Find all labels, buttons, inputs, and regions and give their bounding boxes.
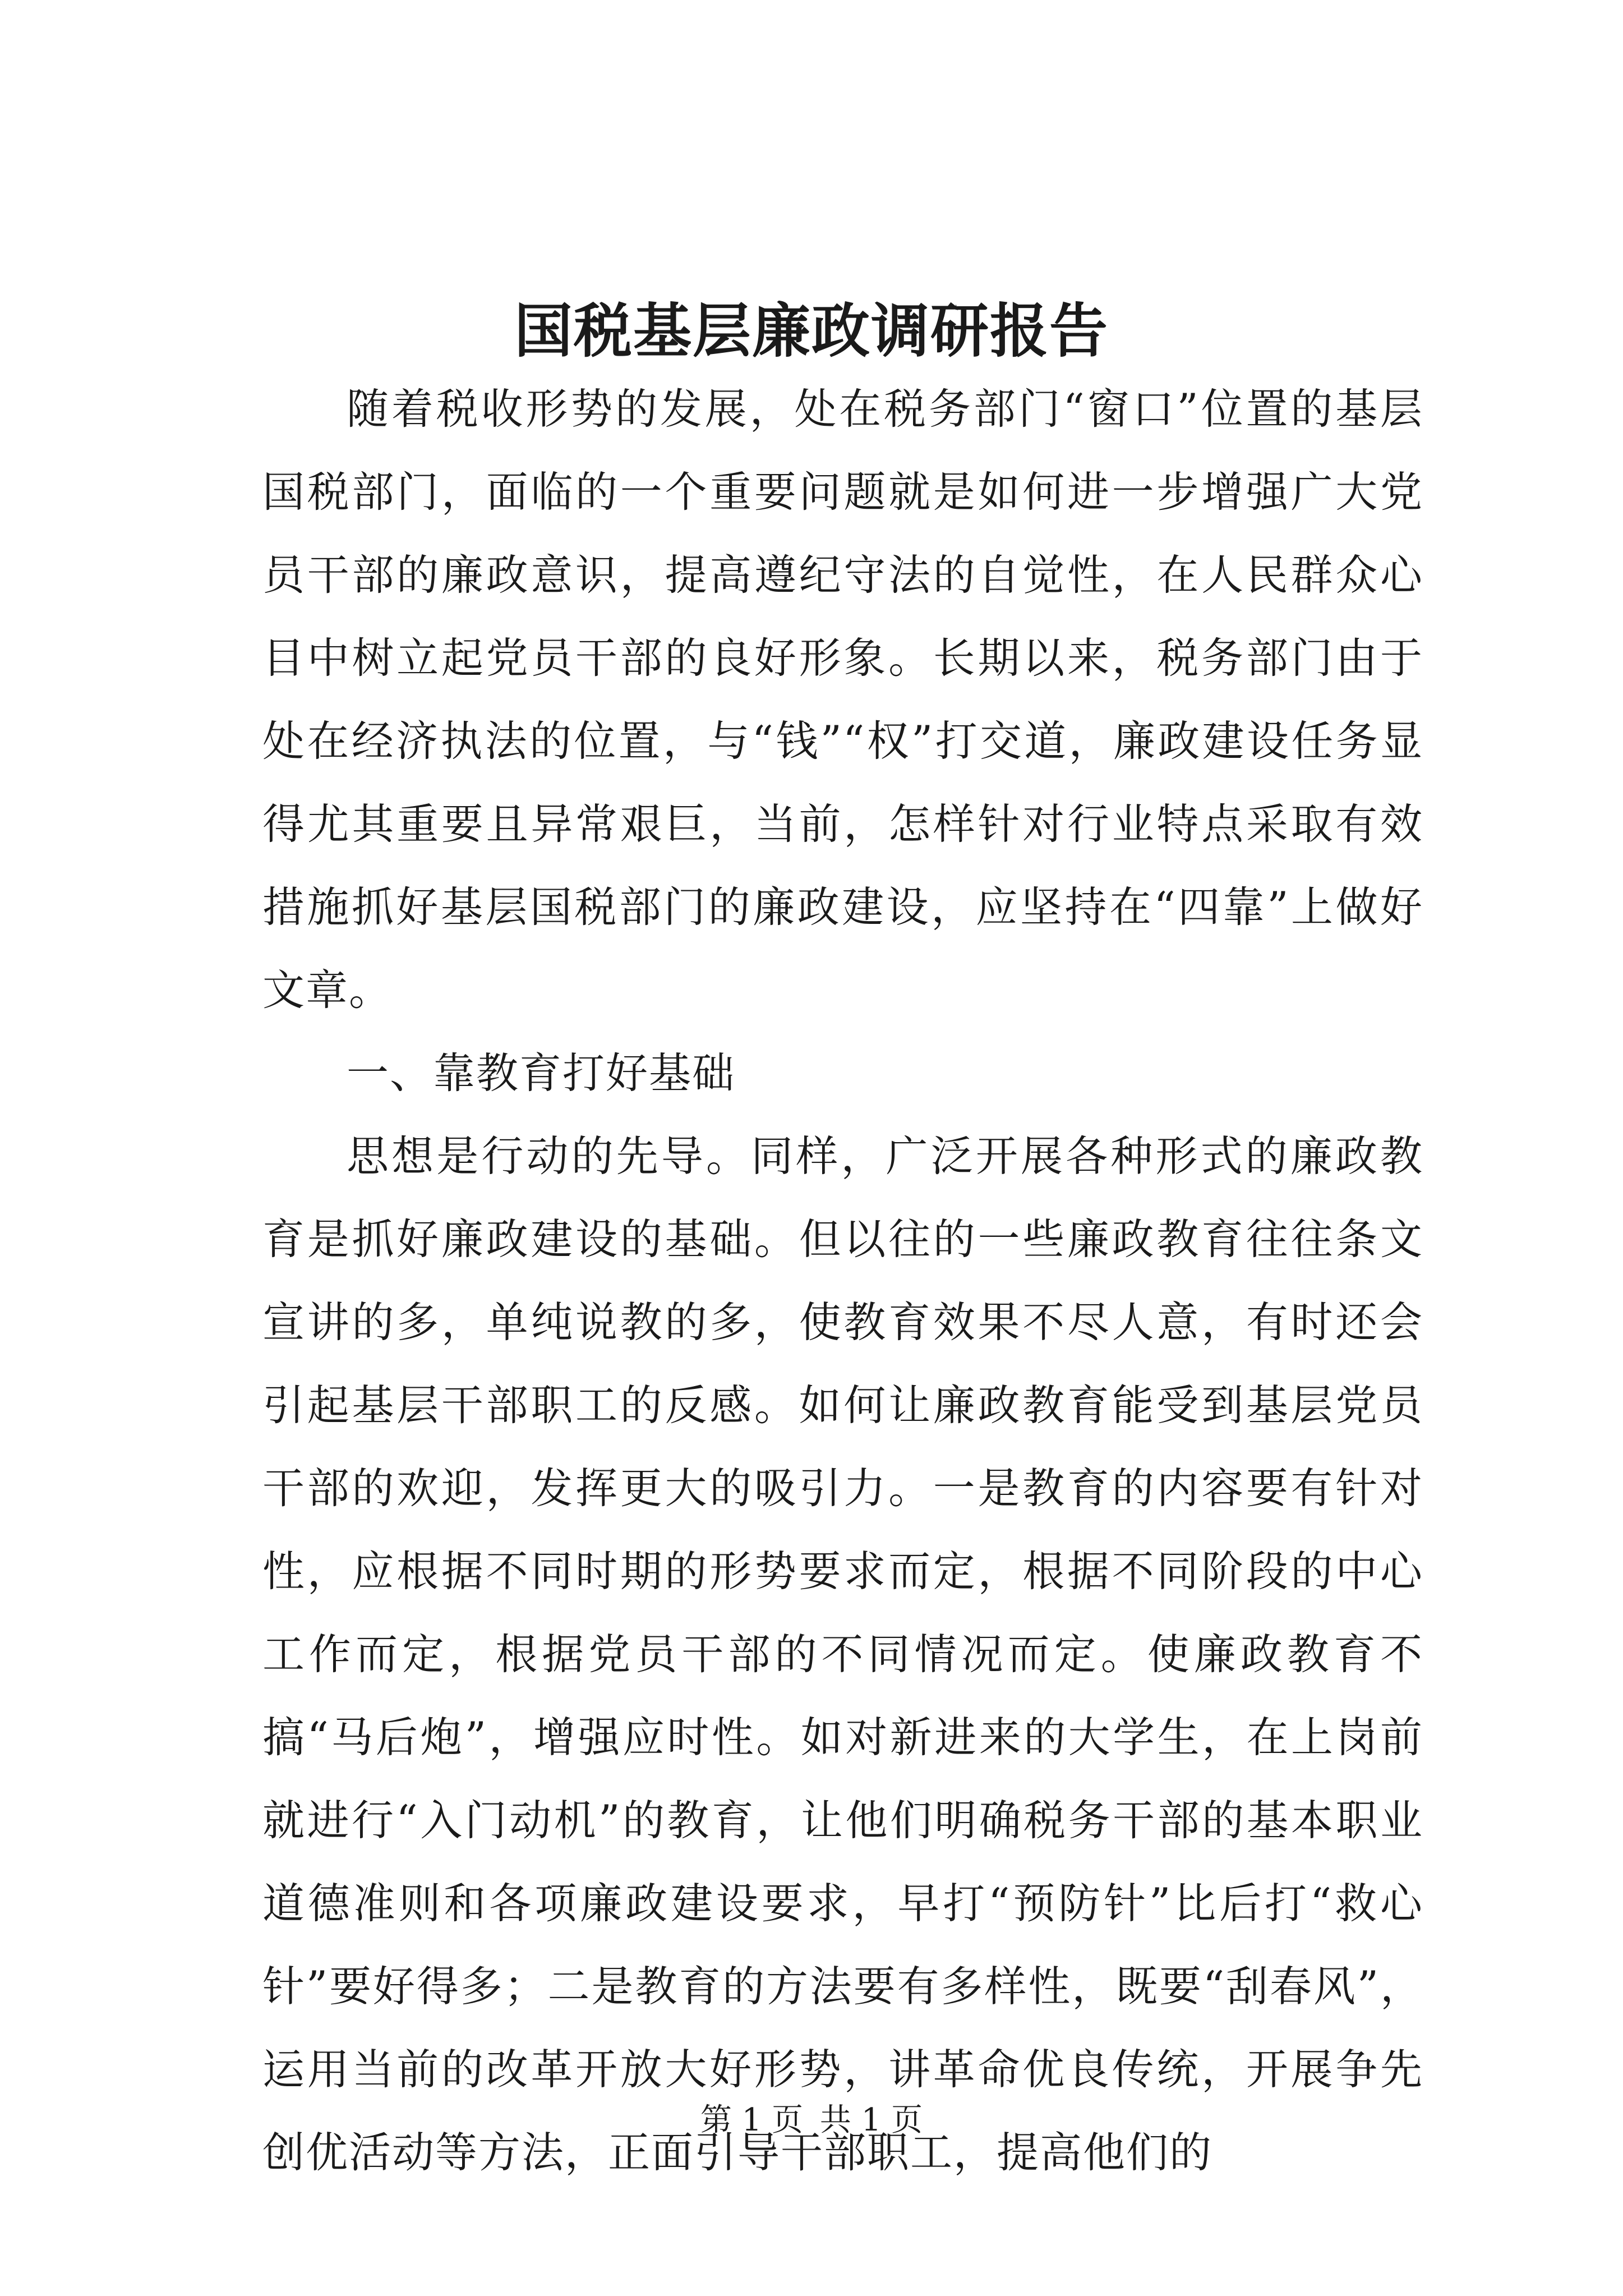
section-heading-education: 一、靠教育打好基础 — [347, 1048, 736, 1098]
paragraph-intro: 随着税收形势的发展，处在税务部门“窗口”位置的基层国税部门，面临的一个重要问题就是如何进一步增强广大党员干部的廉政意识，提高遵纪守法的自觉性，在人民群众心目中树立起党员干部的良好形象。长期以来，税务部门由于处在经济执法的位置，与“钱”“权”打交道，廉政建设任务显得尤其重要且异常艰巨，当前，怎样针对行业特点采取有效措施抓好基层国税部门的廉政建设，应坚持在“四靠”上做好文章。 — [262, 384, 1423, 1015]
paragraph-education: 思想是行动的先导。同样，广泛开展各种形式的廉政教育是抓好廉政建设的基础。但以往的一些廉政教育往往条文宣讲的多，单纯说教的多，使教育效果不尽人意，有时还会引起基层干部职工的反感。如何让廉政教育能受到基层党员干部的欢迎，发挥更大的吸引力。一是教育的内容要有针对性，应根据不同时期的形势要求而定，根据不同阶段的中心工作而定，根据党员干部的不同情况而定。使廉政教育不搞“马后炮”，增强应时性。如对新进来的大学生，在上岗前就进行“入门动机”的教育，让他们明确税务干部的基本职业道德准则和各项廉政建设要求，早打“预防针”比后打“救心针”要好得多；二是教育的方法要有多样性，既要“刮春风”，运用当前的改革开放大好形势，讲革命优良传统，开展争先创优活动等方法，正面引导干部职工，提高他们的 — [262, 1131, 1423, 2177]
page-footer — [0, 2098, 1623, 2143]
document-title: 国税基层廉政调研报告 — [514, 296, 1109, 365]
document-body — [262, 367, 1423, 2194]
page-number: 第 1 页 — [700, 2102, 804, 2138]
page-total: 共 1 页 — [819, 2102, 923, 2138]
